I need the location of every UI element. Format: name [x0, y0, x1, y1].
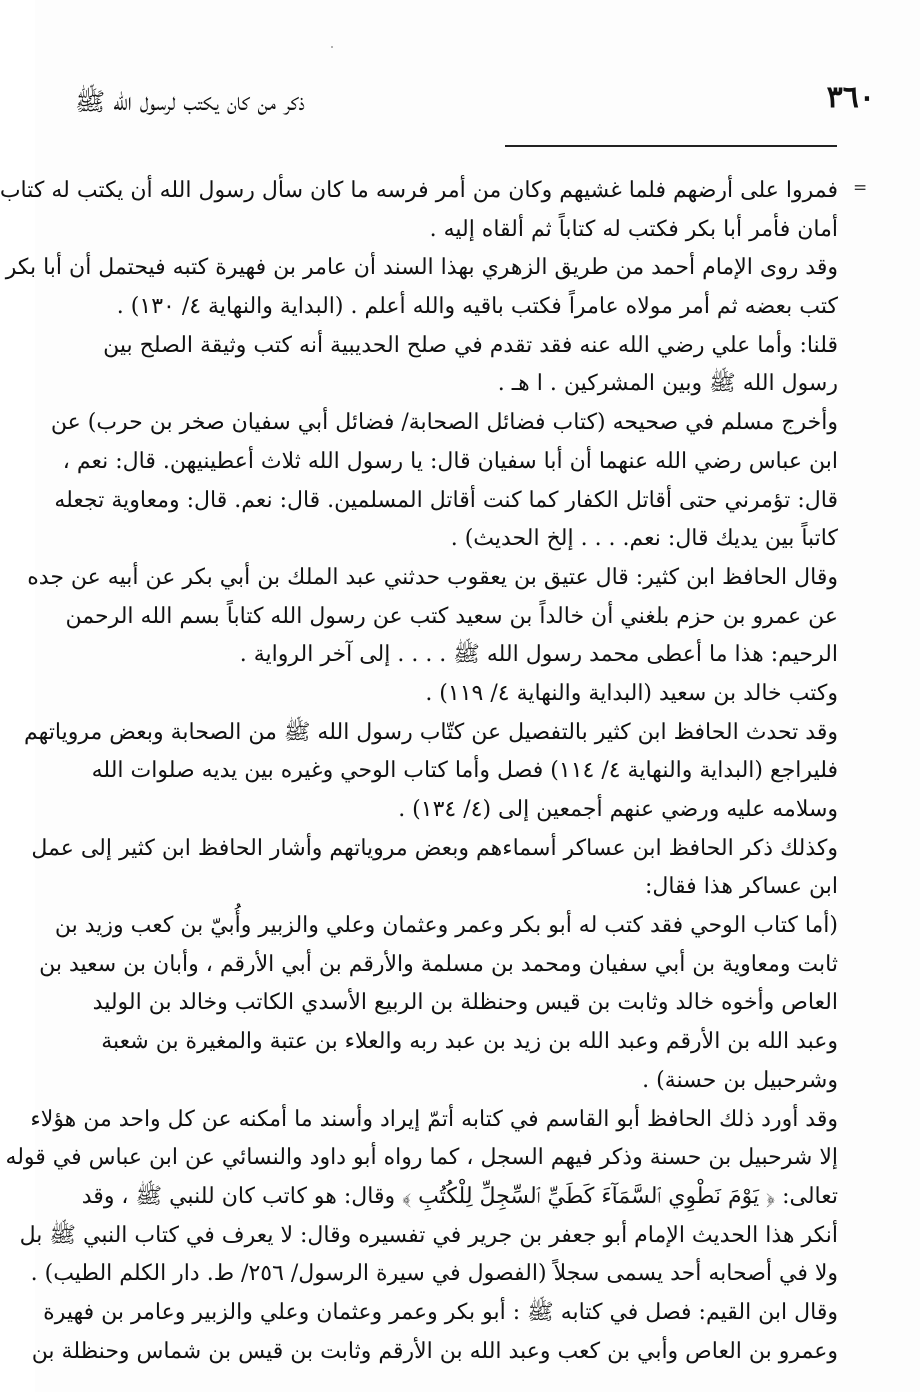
text-line: فليراجع (البداية والنهاية ٤/ ١١٤) فصل وأما كتاب الوحي وغيره بين يديه صلوات الله: [91, 758, 838, 784]
footnote-body: [0, 172, 838, 1371]
text-line: وقد تحدث الحافظ ابن كثير بالتفصيل عن كتّاب رسول الله ﷺ من الصحابة وبعض مروياتهم: [24, 719, 838, 745]
text-line: (أما كتاب الوحي فقد كتب له أبو بكر وعمر وعثمان وعلي والزبير وأُبيّ بن كعب وزيد بن: [54, 913, 838, 939]
text-line: وعبد الله بن الأرقم وعبد الله بن زيد بن عبد ربه والعلاء بن عتبة والمغيرة بن شعبة: [101, 1029, 838, 1055]
page-number: ٣٦٠: [826, 80, 875, 115]
text-line: ابن عساكر هذا فقال:: [644, 874, 838, 900]
text-line: وقد روى الإمام أحمد من طريق الزهري بهذا السند أن عامر بن فهيرة كتبه فيحتمل أن أبا بكر: [5, 255, 838, 281]
text-line: عن عمرو بن حزم بلغني أن خالداً بن سعيد كتب عن رسول الله كتاباً بسم الله الرحمن: [65, 603, 838, 629]
page-header: [75, 80, 875, 124]
text-line: وكذلك ذكر الحافظ ابن عساكر أسماءهم وبعض مروياتهم وأشار الحافظ ابن كثير إلى عمل: [31, 835, 838, 861]
text-line: ابن عباس رضي الله عنهما أن أبا سفيان قال: يا رسول الله ثلاث أعطينيهن. قال: نعم ،: [62, 448, 838, 474]
scan-speck: [331, 46, 333, 48]
text-line: وقال ابن القيم: فصل في كتابه ﷺ : أبو بكر وعمر وعثمان وعلي والزبير وعامر بن فهيرة: [43, 1299, 838, 1325]
text-line: وسلامه عليه ورضي عنهم أجمعين إلى (٤/ ١٣٤) .: [398, 797, 838, 822]
text-line: وكتب خالد بن سعيد (البداية والنهاية ٤/ ١١٩) .: [425, 680, 838, 706]
text-line: الرحيم: هذا ما أعطى محمد رسول الله ﷺ . . . . إلى آخر الرواية .: [239, 642, 838, 668]
text-line: كتب بعضه ثم أمر مولاه عامراً فكتب باقيه والله أعلم . (البداية والنهاية ٤/ ١٣٠) .: [116, 294, 838, 320]
header-rule: [505, 145, 837, 147]
text-line: ثابت ومعاوية بن أبي سفيان ومحمد بن مسلمة والأرقم بن أبي الأرقم ، وأبان بن سعيد بن: [39, 951, 838, 977]
text-line: وشرحبيل بن حسنة) .: [642, 1067, 838, 1093]
text-line: إلا شرحبيل بن حسنة وذكر فيهم السجل ، كما رواه أبو داود والنسائي عن ابن عباس في قوله: [5, 1145, 838, 1171]
text-line: تعالى: ﴿ يَوْمَ نَطْوِي ٱلسَّمَآءَ كَطَيِّ ٱلسِّجِلِّ لِلْكُتُبِ ﴾ وقال: هو كاتب كان للنبي ﷺ ، وقد: [81, 1183, 838, 1209]
text-line: قال: تؤمرني حتى أقاتل الكفار كما كنت أقاتل المسلمين. قال: نعم. قال: ومعاوية تجعله: [54, 487, 838, 513]
text-line: أمان فأمر أبا بكر فكتب له كتاباً ثم ألقاه إليه .: [429, 216, 838, 242]
text-line: العاص وأخوه خالد وثابت بن قيس وحنظلة بن الربيع الأسدي الكاتب وخالد بن الوليد: [92, 990, 838, 1016]
text-line: وقال الحافظ ابن كثير: قال عتيق بن يعقوب حدثني عبد الملك بن أبي بكر عن أبيه عن جده: [27, 564, 838, 590]
text-line: رسول الله ﷺ وبين المشركين . ا هـ .: [497, 371, 838, 397]
text-line: ولا في أصحابه أحد يسمى سجلاً (الفصول في سيرة الرسول/ ٢٥٦/ ط. دار الكلم الطيب) .: [30, 1261, 838, 1287]
text-line: وعمرو بن العاص وأبي بن كعب وعبد الله بن الأرقم وثابت بن قيس بن شماس وحنظلة بن: [31, 1338, 838, 1364]
text-line: أنكر هذا الحديث الإمام أبو جعفر بن جرير في تفسيره وقال: لا يعرف في كتاب النبي ﷺ بل: [19, 1222, 838, 1248]
text-line: كاتباً بين يديك قال: نعم. . . . إلخ الحديث) .: [450, 526, 838, 552]
text-line: قلنا: وأما علي رضي الله عنه فقد تقدم في صلح الحديبية أنه كتب وثيقة الصلح بين: [103, 332, 838, 358]
text-line: وأخرج مسلم في صحيحه (كتاب فضائل الصحابة/ فضائل أبي سفيان صخر بن حرب) عن: [50, 410, 838, 436]
running-title: ذكر من كان يكتب لرسول الله ﷺ: [75, 87, 305, 116]
text-line: وقد أورد ذلك الحافظ أبو القاسم في كتابه أتمّ إيراد وأسند ما أمكنه عن كل واحد من هؤلاء: [30, 1106, 838, 1132]
footnote-continuation-mark: =: [853, 178, 868, 198]
text-line: فمروا على أرضهم فلما غشيهم وكان من أمر فرسه ما كان سأل رسول الله أن يكتب له كتاب: [0, 178, 838, 203]
